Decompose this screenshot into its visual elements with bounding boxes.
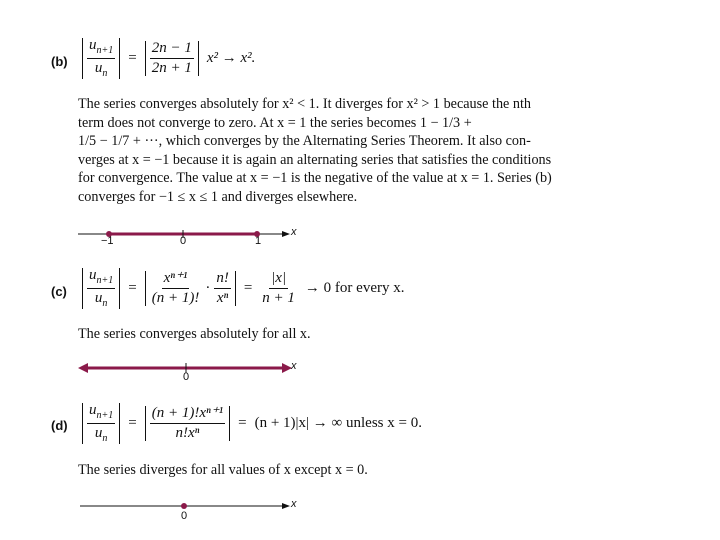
- axis-var-label: x: [291, 498, 297, 510]
- axis-arrow: [282, 503, 290, 509]
- limit-tail: x² → x².: [206, 50, 256, 66]
- tick-label: −1: [101, 235, 114, 247]
- fraction-abs: $\frac{2n - 1}{2n + 1}$: [145, 41, 199, 76]
- part-c-label: (c): [51, 284, 67, 299]
- tick-label: 0: [180, 235, 187, 247]
- ratio-abs: $\frac{u_{n+1}}{u_n}$: [82, 38, 120, 79]
- part-b-paragraph: [78, 95, 612, 207]
- paragraph-line: for convergence. The value at x = −1 is the negative of the value at x = 1. Series (b): [78, 170, 552, 187]
- point-dot: [181, 503, 187, 509]
- paragraph-line: 1/5 − 1/7 + ···, which converges by the Alternating Series Theorem. It also con-: [78, 133, 531, 150]
- tick-label: 0: [183, 371, 190, 383]
- ratio-abs: $\frac{u_{n+1}}{u_n}$: [82, 268, 120, 309]
- axis-var-label: x: [291, 226, 297, 238]
- paragraph-line: converges for −1 ≤ x ≤ 1 and diverges elsewhere.: [78, 188, 358, 205]
- equals-sign: =: [243, 280, 253, 296]
- paragraph-line: The series converges absolutely for x² < 1. It diverges for x² > 1 because the nth: [78, 96, 532, 112]
- equals-sign: =: [238, 415, 247, 431]
- equals-sign: =: [128, 50, 137, 66]
- part-d-ratio-test: [82, 403, 422, 444]
- number-line-d: [76, 494, 316, 524]
- equals-sign: =: [128, 280, 137, 296]
- limit-tail: → 0 for every x.: [304, 280, 405, 296]
- part-d-sentence: The series diverges for all values of x except x = 0.: [78, 462, 368, 478]
- equals-sign: =: [128, 415, 137, 431]
- tick-label: 1: [255, 235, 262, 247]
- axis-arrow: [282, 231, 290, 237]
- ratio-abs: $\frac{u_{n+1}}{u_n}$: [82, 403, 120, 444]
- fraction-abs: $\frac{\text{(n + 1)!xⁿ⁺¹}}{\text{n!xⁿ}}$: [145, 406, 230, 441]
- tick-label: 0: [181, 510, 188, 522]
- part-b-ratio-test: [82, 38, 255, 79]
- paragraph-line: verges at x = −1 because it is again an alternating series that satisfies the conditions: [78, 151, 552, 168]
- dot-operator: ·: [205, 280, 211, 296]
- number-line-c: [76, 356, 316, 386]
- part-d-label: (d): [51, 418, 68, 433]
- paragraph-line: term does not converge to zero. At x = 1 the series becomes 1 − 1/3 +: [78, 114, 472, 131]
- left-arrow: [78, 363, 88, 373]
- part-c-ratio-test: $\frac{u_{n+1}}{u_n}$ = $\frac{\text{xⁿ⁺¹}}{(n + 1)!}$ · $\frac{n!}{\text{xⁿ}}$ = $\frac{|x|}{n + 1}$ → 0 for every x.: [82, 268, 404, 309]
- part-c-sentence: The series converges absolutely for all x.: [78, 326, 311, 342]
- part-b-label: (b): [51, 54, 68, 69]
- product-abs: $\frac{\text{xⁿ⁺¹}}{(n + 1)!}$ · $\frac{n!}{\text{xⁿ}}$: [145, 271, 236, 306]
- limit-tail: (n + 1)|x| → ∞ unless x = 0.: [254, 415, 422, 431]
- axis-var-label: x: [291, 360, 297, 372]
